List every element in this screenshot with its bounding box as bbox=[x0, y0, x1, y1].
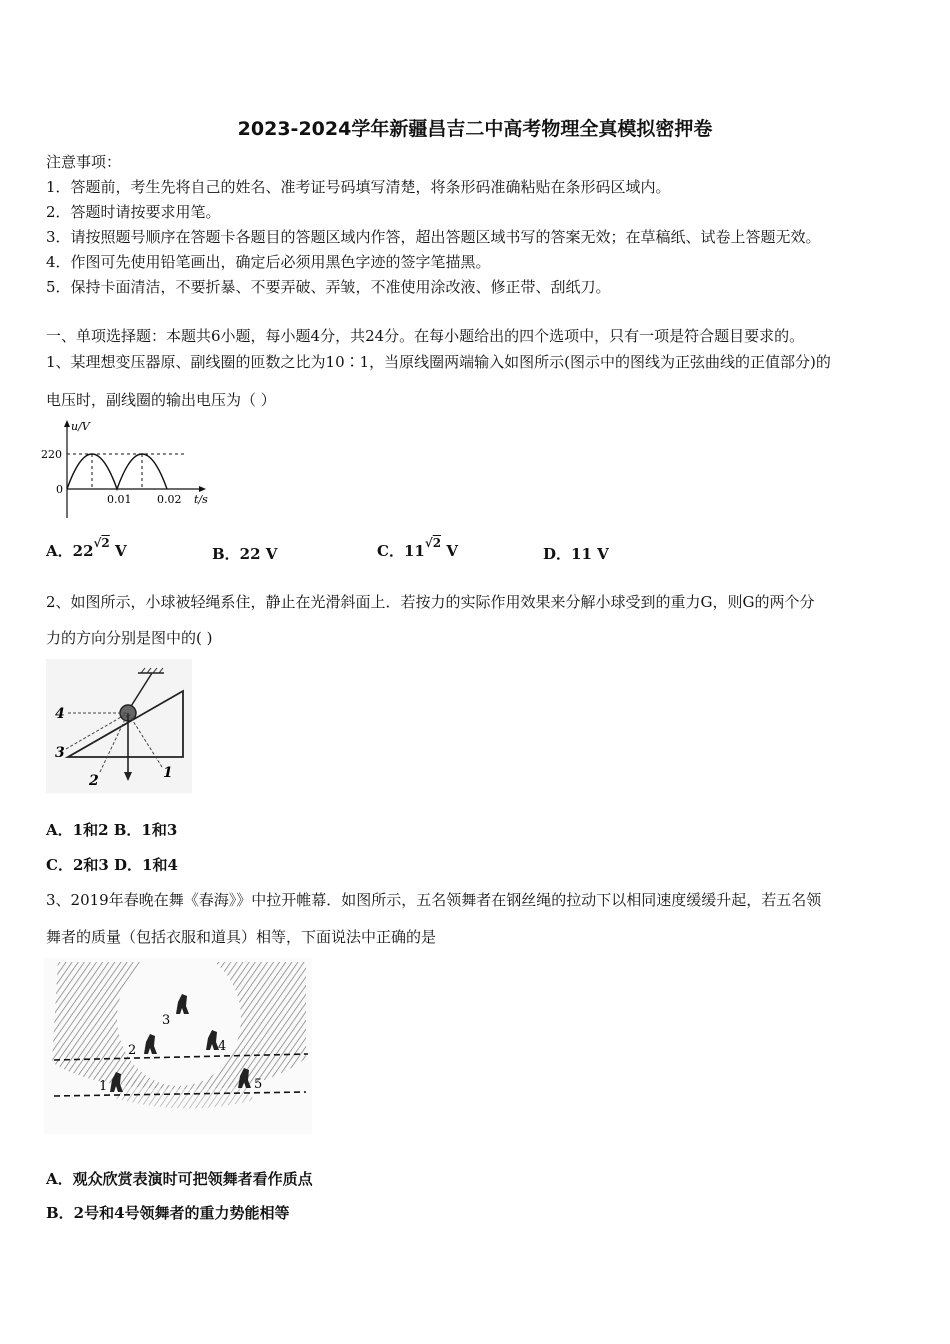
stage-dancers-figure bbox=[44, 958, 312, 1134]
direction-label: 1 bbox=[163, 765, 173, 781]
q2-options-row2: C．2和3 D．1和4 bbox=[46, 856, 178, 874]
tick-label: 0.01 bbox=[107, 493, 132, 506]
dancer-label: 4 bbox=[218, 1039, 227, 1054]
q3-stem-line2: 舞者的质量（包括衣服和道具）相等，下面说法中正确的是 bbox=[46, 928, 437, 946]
notice-item: 1．答题前，考生先将自己的姓名、准考证号码填写清楚，将条形码准确粘贴在条形码区域内。 bbox=[46, 178, 671, 196]
q3-option-b: B．2号和4号领舞者的重力势能相等 bbox=[46, 1204, 290, 1222]
peak-label: 220 bbox=[41, 448, 62, 461]
direction-label: 4 bbox=[55, 706, 65, 722]
option-c-value: C．11 bbox=[377, 542, 425, 560]
origin-label: 0 bbox=[56, 483, 63, 496]
q3-option-a: A．观众欣赏表演时可把领舞者看作质点 bbox=[46, 1170, 313, 1188]
q1-stem-line1: 1、某理想变压器原、副线圈的匝数之比为10∶1，当原线圈两端输入如图所示(图示中的图线为正弦曲线的正值部分)的 bbox=[46, 353, 831, 371]
dancer-label: 1 bbox=[99, 1079, 108, 1094]
sqrt-radicand: 2 bbox=[101, 536, 110, 550]
notice-item: 5．保持卡面清洁，不要折暴、不要弄破、弄皱，不准使用涂改液、修正带、刮纸刀。 bbox=[46, 278, 611, 296]
option-a-value: A．22 bbox=[46, 542, 94, 560]
q3-stem-line1: 3、2019年春晚在舞《春海》》中拉开帷幕．如图所示，五名领舞者在钢丝绳的拉动下以相同速度缓缓升起，若五名领 bbox=[46, 891, 822, 909]
incline-ball-figure bbox=[46, 659, 192, 793]
option-b: B．22 V bbox=[212, 545, 278, 563]
q1-stem-line2: 电压时，副线圈的输出电压为（ ） bbox=[46, 391, 276, 409]
sqrt-symbol: √2 bbox=[93, 536, 110, 550]
q2-stem-line1: 2、如图所示，小球被轻绳系住，静止在光滑斜面上．若按力的实际作用效果来分解小球受到的重力G，则G的两个分 bbox=[46, 593, 815, 611]
notice-heading: 注意事项： bbox=[46, 153, 122, 171]
q2-stem-line2: 力的方向分别是图中的( ) bbox=[46, 629, 213, 647]
direction-label: 2 bbox=[89, 773, 99, 789]
section-heading: 一、单项选择题：本题共6小题，每小题4分，共24分。在每小题给出的四个选项中，只有一项是符合题目要求的。 bbox=[46, 327, 805, 345]
q2-options-row1: A．1和2 B．1和3 bbox=[46, 821, 178, 839]
notice-item: 4．作图可先使用铅笔画出，确定后必须用黑色字迹的签字笔描黑。 bbox=[46, 253, 491, 271]
sqrt-radicand: 2 bbox=[432, 536, 442, 550]
option-d: D．11 V bbox=[543, 545, 609, 563]
rectified-sine-curve bbox=[67, 454, 167, 489]
x-axis-label: t/s bbox=[194, 493, 208, 506]
option-c bbox=[377, 536, 458, 561]
option-a-unit: V bbox=[115, 542, 127, 560]
notice-item: 2．答题时请按要求用笔。 bbox=[46, 203, 221, 221]
voltage-graph bbox=[38, 418, 218, 523]
y-axis-label: u/V bbox=[71, 420, 90, 433]
dancer-label: 3 bbox=[162, 1013, 171, 1028]
dancer-label: 5 bbox=[254, 1077, 263, 1092]
direction-label: 3 bbox=[55, 745, 65, 761]
notice-item: 3．请按照题号顺序在答题卡各题目的答题区域内作答，超出答题区域书写的答案无效；在草稿纸、试卷上答题无效。 bbox=[46, 228, 821, 246]
dancer-label: 2 bbox=[128, 1043, 137, 1058]
option-a bbox=[46, 536, 127, 561]
sqrt-symbol: √2 bbox=[424, 536, 442, 550]
tick-label: 0.02 bbox=[157, 493, 182, 506]
page-title: 2023-2024学年新疆昌吉二中高考物理全真模拟密押卷 bbox=[237, 118, 713, 140]
option-c-unit: V bbox=[446, 542, 458, 560]
